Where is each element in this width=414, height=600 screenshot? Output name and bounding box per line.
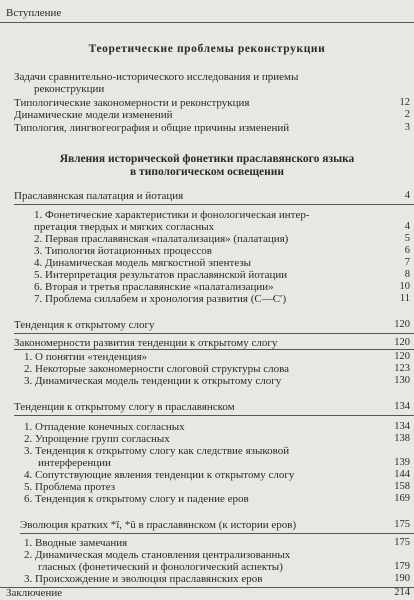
section-title: в типологическом освещении bbox=[129, 166, 285, 178]
toc-entry: 5. Проблема протез 158 bbox=[24, 481, 410, 493]
toc-entry: 2. Динамическая модель становления централизованных bbox=[24, 549, 291, 561]
rule bbox=[14, 204, 414, 205]
toc-entry: реконструкции bbox=[34, 83, 105, 95]
toc-entry: 3. Динамическая модель тенденции к открытому слогу 130 bbox=[24, 375, 410, 387]
top-rule bbox=[0, 22, 414, 23]
rule bbox=[20, 533, 414, 534]
toc-entry: Эволюция кратких *ĭ, *ŭ в праславянском (к истории еров) 175 bbox=[20, 519, 410, 531]
toc-entry: Задачи сравнительно-исторического исследования и приемы bbox=[14, 71, 299, 83]
toc-entry: Тенденция к открытому слогу 120 bbox=[14, 319, 410, 331]
toc-entry: 3. Тенденция к открытому слогу как следствие языковой bbox=[24, 445, 290, 457]
toc-entry: Тенденция к открытому слогу в праславянском 134 bbox=[14, 401, 410, 413]
rule bbox=[14, 415, 414, 416]
toc-entry: Типология, лингвогеография и общие причины изменений 3 bbox=[14, 122, 410, 134]
toc-entry: 2. Некоторые закономерности слоговой структуры слова 123 bbox=[24, 363, 410, 375]
rule bbox=[14, 333, 414, 334]
toc-entry: претация твердых и мягких согласных 4 bbox=[34, 221, 410, 233]
toc-entry: 1. Фонетические характеристики и фонологическая интер- bbox=[34, 209, 310, 221]
toc-entry: Закономерности развития тенденции к открытому слогу 120 bbox=[14, 337, 410, 349]
toc-entry: 2. Упрощение групп согласных 138 bbox=[24, 433, 410, 445]
toc-entry: 3. Типология йотационных процессов 6 bbox=[34, 245, 410, 257]
toc-entry: Вступление bbox=[6, 7, 62, 19]
toc-entry: 6. Тенденция к открытому слогу и падение еров 169 bbox=[24, 493, 410, 505]
toc-entry: гласных (фонетический и фонологический аспекты) 179 bbox=[38, 561, 410, 573]
toc-entry: 1. О понятии «тенденция» 120 bbox=[24, 351, 410, 363]
toc-entry: Праславянская палатация и йотация 4 bbox=[14, 190, 410, 202]
toc-entry: 1. Отпадение конечных согласных 134 bbox=[24, 421, 410, 433]
section-title: Явления исторической фонетики праславянского языка bbox=[59, 153, 355, 165]
toc-entry: 3. Происхождение и эволюция праславянских еров 190 bbox=[24, 573, 410, 585]
toc-entry: 5. Интерпретация результатов праславянской йотации 8 bbox=[34, 269, 410, 281]
toc-entry: 4. Сопутствующие явления тенденции к открытому слогу 144 bbox=[24, 469, 410, 481]
toc-entry: 7. Проблема силлабем и хронология развития (C—C′) 11 bbox=[34, 293, 410, 305]
toc-entry: Динамические модели изменений 2 bbox=[14, 109, 410, 121]
toc-entry: Заключение 214 bbox=[6, 587, 410, 599]
section-title: Теоретические проблемы реконструкции bbox=[88, 43, 326, 55]
toc-entry: 2. Первая праславянская «палатализация» (палатация) 5 bbox=[34, 233, 410, 245]
toc-entry: Типологические закономерности и реконструкция 12 bbox=[14, 97, 410, 109]
toc-entry: 1. Вводные замечания 175 bbox=[24, 537, 410, 549]
toc-entry: интерференции 139 bbox=[38, 457, 410, 469]
toc-entry: 4. Динамическая модель мягкостной эпентезы 7 bbox=[34, 257, 410, 269]
toc-entry: 6. Вторая и третья праславянские «палатализации» 10 bbox=[34, 281, 410, 293]
